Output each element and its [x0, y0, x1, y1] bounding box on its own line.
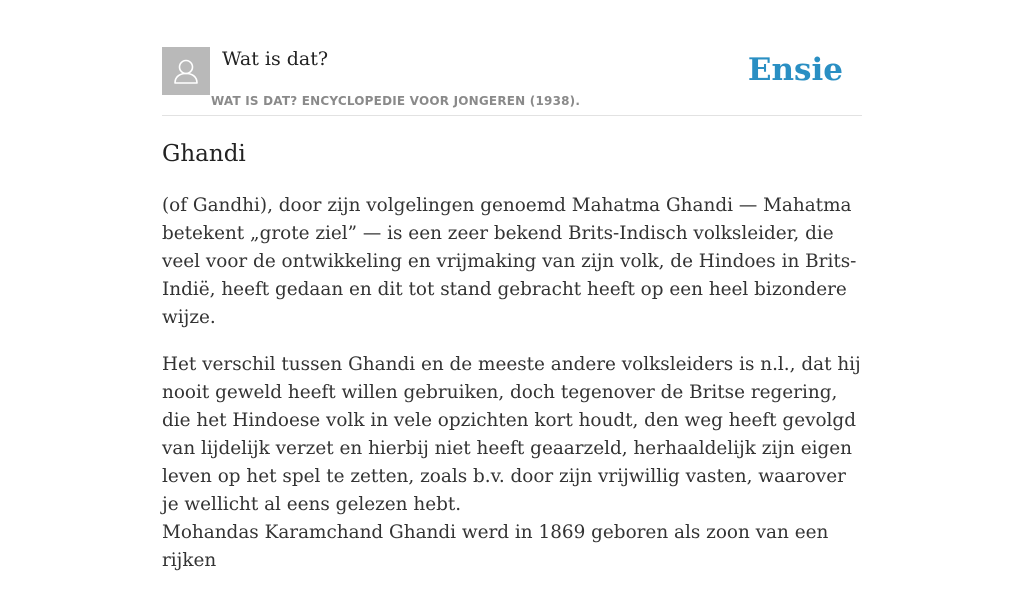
- source-subtitle[interactable]: WAT IS DAT? ENCYCLOPEDIE VOOR JONGEREN (1938).: [211, 94, 581, 108]
- source-header: [162, 47, 862, 116]
- article-paragraph: Het verschil tussen Ghandi en de meeste andere volksleiders is n.l., dat hij nooit geweld heeft willen gebruiken, doch tegenover de Britse regering, die het Hindoese volk in vele opzichten kort houdt, den weg heeft gevolgd van lijdelijk verzet en hierbij niet heeft geaarzeld, herhaaldelijk zijn eigen leven op het spel te zetten, zoals b.v. door zijn vrijwillig vasten, waarover je wellicht al eens gelezen hebt.: [162, 354, 861, 515]
- article-paragraph: Mohandas Karamchand Ghandi werd in 1869 geboren als zoon van een rijken: [162, 522, 829, 571]
- source-title[interactable]: Wat is dat?: [222, 48, 329, 70]
- article-paragraph: (of Gandhi), door zijn volgelingen genoemd Mahatma Ghandi — Mahatma betekent „grote ziel” — is een zeer bekend Brits-Indisch volksleider, die veel voor de ontwikkeling en vrijmaking van zijn volk, de Hindoes in Brits-Indië, heeft gedaan en dit tot stand gebracht heeft op een heel bizondere wijze.: [162, 195, 857, 328]
- ensie-logo[interactable]: Ensie: [747, 52, 843, 88]
- user-avatar-icon[interactable]: [162, 47, 210, 95]
- article-title: Ghandi: [162, 141, 246, 167]
- article: [162, 138, 864, 594]
